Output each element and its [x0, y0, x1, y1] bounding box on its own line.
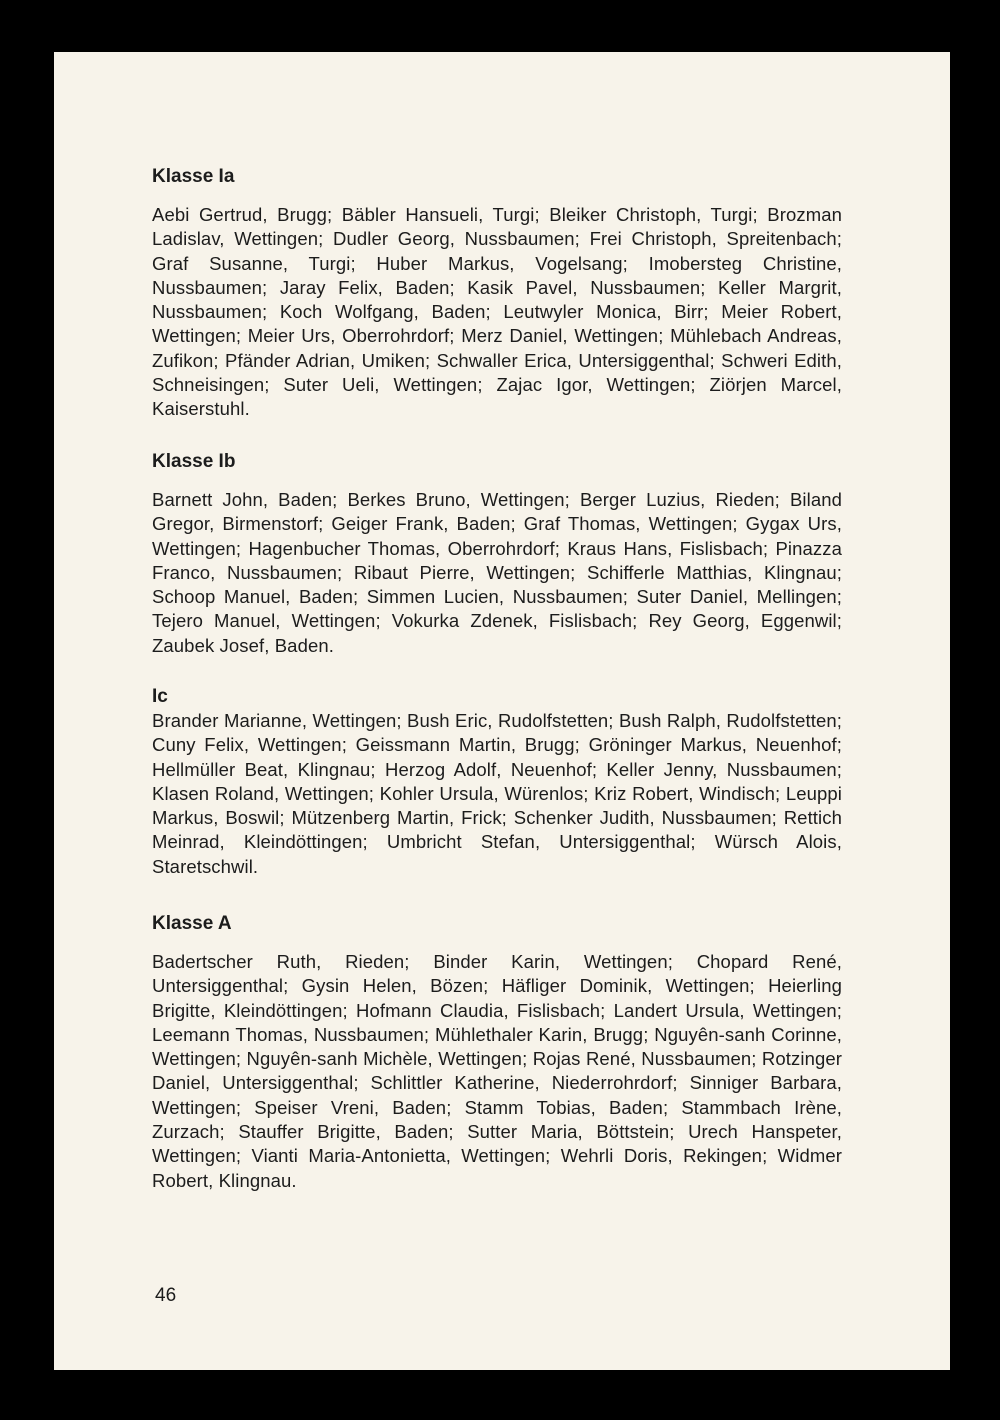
class-section-1c	[152, 685, 842, 879]
student-list: Barnett John, Baden; Berkes Bruno, Wettingen; Berger Luzius, Rieden; Biland Gregor, Birmenstorf; Geiger Frank, Baden; Graf Thomas, Wettingen; Gygax Urs, Wettingen; Hagenbucher Thomas, Oberrohrdorf; Kraus Hans, Fislisbach; Pinazza Franco, Nussbaumen; Ribaut Pierre, Wettingen; Schifferle Matthias, Klingnau; Schoop Manuel, Baden; Simmen Lucien, Nussbaumen; Suter Daniel, Mellingen; Tejero Manuel, Wettingen; Vokurka Zdenek, Fislisbach; Rey Georg, Eggenwil; Zaubek Josef, Baden.	[152, 489, 842, 656]
class-section-1b	[152, 450, 842, 658]
section-heading: Klasse A	[152, 913, 232, 934]
student-list: Badertscher Ruth, Rieden; Binder Karin, Wettingen; Chopard René, Untersiggenthal; Gysin Helen, Bözen; Häfliger Dominik, Wettingen; Heierling Brigitte, Kleindöttingen; Hofmann Claudia, Fislisbach; Landert Ursula, Wettingen; Leemann Thomas, Nussbaumen; Mühlethaler Karin, Brugg; Nguyên-sanh Corinne, Wettingen; Nguyên-sanh Michèle, Wettingen; Rojas René, Nussbaumen; Rotzinger Daniel, Untersiggenthal; Schlittler Katherine, Niederrohrdorf; Sinniger Barbara, Wettingen; Speiser Vreni, Baden; Stamm Tobias, Baden; Stammbach Irène, Zurzach; Stauffer Brigitte, Baden; Sutter Maria, Böttstein; Urech Hanspeter, Wettingen; Vianti Maria-Antonietta, Wettingen; Wehrli Doris, Rekingen; Widmer Robert, Klingnau.	[152, 951, 842, 1191]
section-heading: Klasse Ib	[152, 451, 236, 472]
student-list: Brander Marianne, Wettingen; Bush Eric, Rudolfstetten; Bush Ralph, Rudolfstetten; Cuny Felix, Wettingen; Geissmann Martin, Brugg; Gröninger Markus, Neuenhof; Hellmüller Beat, Klingnau; Herzog Adolf, Neuenhof; Keller Jenny, Nussbaumen; Klasen Roland, Wettingen; Kohler Ursula, Würenlos; Kriz Robert, Windisch; Leuppi Markus, Boswil; Mützenberg Martin, Frick; Schenker Judith, Nussbaumen; Rettich Meinrad, Kleindöttingen; Umbricht Stefan, Untersiggenthal; Würsch Alois, Staretschwil.	[152, 710, 842, 877]
class-section-a	[152, 912, 842, 1193]
section-heading: Ic	[152, 686, 168, 707]
section-heading: Klasse Ia	[152, 166, 235, 187]
student-list: Aebi Gertrud, Brugg; Bäbler Hansueli, Turgi; Bleiker Christoph, Turgi; Brozman Ladislav, Wettingen; Dudler Georg, Nussbaumen; Frei Christoph, Spreitenbach; Graf Susanne, Turgi; Huber Markus, Vogelsang; Imobersteg Christine, Nussbaumen; Jaray Felix, Baden; Kasik Pavel, Nussbaumen; Keller Margrit, Nussbaumen; Koch Wolfgang, Baden; Leutwyler Monica, Birr; Meier Robert, Wettingen; Meier Urs, Oberrohrdorf; Merz Daniel, Wettingen; Mühlebach Andreas, Zufikon; Pfänder Adrian, Umiken; Schwaller Erica, Untersiggenthal; Schweri Edith, Schneisingen; Suter Ueli, Wettingen; Zajac Igor, Wettingen; Ziörjen Marcel, Kaiserstuhl.	[152, 204, 842, 420]
document-page	[54, 52, 950, 1370]
class-section-1a	[152, 165, 842, 422]
page-number: 46	[155, 1285, 177, 1306]
